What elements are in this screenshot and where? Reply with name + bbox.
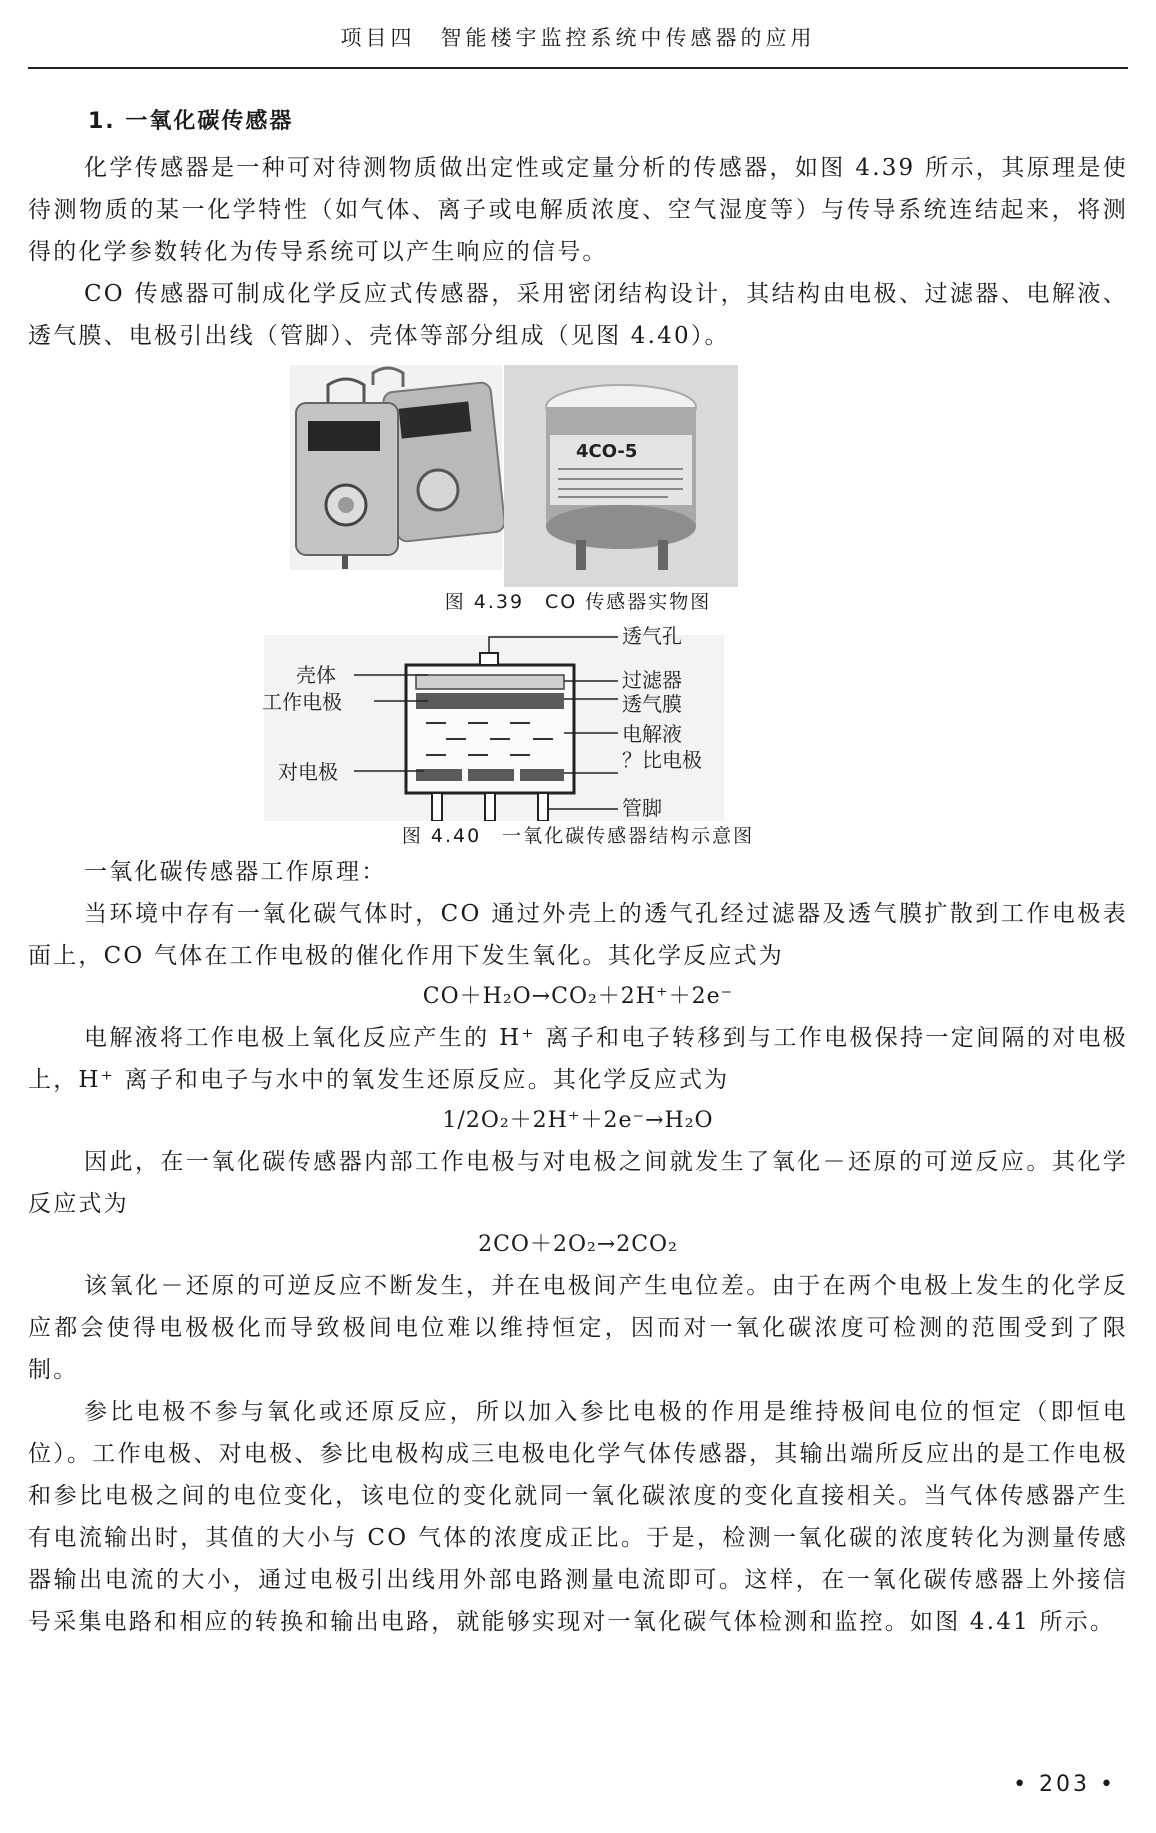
header-rule xyxy=(28,67,1128,69)
equation-2: 1/2O₂＋2H⁺＋2e⁻→H₂O xyxy=(442,1108,714,1133)
reference-electrode-block xyxy=(520,769,564,781)
section-title: 1. 一氧化碳传感器 xyxy=(88,109,294,134)
middle-electrode-block xyxy=(468,769,514,781)
handheld-detector-photo xyxy=(290,365,506,570)
working-electrode-layer xyxy=(416,693,564,709)
pin-right xyxy=(538,793,548,821)
page-number: • 203 • xyxy=(1013,1772,1116,1797)
figure-4-40 xyxy=(28,623,1128,821)
equation-1: CO＋H₂O→CO₂＋2H⁺＋2e⁻ xyxy=(422,984,734,1009)
label-filter: 过滤器 xyxy=(622,668,682,692)
figure-4-40-caption: 图 4.40 一氧化碳传感器结构示意图 xyxy=(401,825,755,847)
paragraph-4: 当环境中存有一氧化碳气体时，CO 通过外壳上的透气孔经过滤器及透气膜扩散到工作电极表面上，CO 气体在工作电极的催化作用下发生氧化。其化学反应式为 xyxy=(28,901,1128,969)
paragraph-5: 电解液将工作电极上氧化反应产生的 H⁺ 离子和电子转移到与工作电极保持一定间隔的对电极上，H⁺ 离子和电子与水中的氧发生还原反应。其化学反应式为 xyxy=(28,1025,1128,1093)
paragraph-7: 该氧化－还原的可逆反应不断发生，并在电极间产生电位差。由于在两个电极上发生的化学反应都会使得电极极化而导致极间电位难以维持恒定，因而对一氧化碳浓度可检测的范围受到了限制。 xyxy=(28,1273,1128,1383)
paragraph-3: 一氧化碳传感器工作原理： xyxy=(84,859,387,885)
label-counter-electrode: 对电极 xyxy=(278,760,338,784)
label-working-electrode: 工作电极 xyxy=(262,690,342,714)
vent-hole-shape xyxy=(480,653,498,665)
label-membrane: 透气膜 xyxy=(622,692,682,716)
pin-left xyxy=(432,793,442,821)
pin-middle xyxy=(485,793,495,821)
paragraph-6: 因此，在一氧化碳传感器内部工作电极与对电极之间就发生了氧化－还原的可逆反应。其化学反应式为 xyxy=(28,1149,1128,1217)
paragraph-2: CO 传感器可制成化学反应式传感器，采用密闭结构设计，其结构由电极、过滤器、电解液、透气膜、电极引出线（管脚）、壳体等部分组成（见图 4.40）。 xyxy=(28,281,1128,349)
sensor-model-label: 4CO-5 xyxy=(576,441,638,462)
sensor-cylinder-photo xyxy=(504,365,738,587)
paragraph-8: 参比电极不参与氧化或还原反应，所以加入参比电极的作用是维持极间电位的恒定（即恒电位）。工作电极、对电极、参比电极构成三电极电化学气体传感器，其输出端所反应出的是工作电极和参比电极之间的电位变化，该电位的变化就同一氧化碳浓度的变化直接相关。当气体传感器产生有电流输出时，其值的大小与 CO 气体的浓度成正比。于是，检测一氧化碳的浓度转化为测量传感器输出电流的大小，通过电极引出线用外部电路测量电流即可。这样，在一氧化碳传感器上外接信号采集电路和相应的转换和输出电路，就能够实现对一氧化碳气体检测和监控。如图 4.41 所示。 xyxy=(28,1399,1128,1635)
label-pins: 管脚 xyxy=(622,796,662,820)
co-sensor-structure-diagram xyxy=(28,623,1128,821)
co-sensor-photos xyxy=(28,365,1128,587)
label-electrolyte: 电解液 xyxy=(622,722,682,746)
label-vent-hole: 透气孔 xyxy=(622,624,682,648)
label-reference-electrode: ？比电极 xyxy=(622,748,702,772)
figure-4-39 xyxy=(28,365,1128,587)
label-shell: 壳体 xyxy=(296,663,336,687)
page-content xyxy=(28,104,1128,1643)
paragraph-1: 化学传感器是一种可对待测物质做出定性或定量分析的传感器，如图 4.39 所示，其原理是使待测物质的某一化学特性（如气体、离子或电解质浓度、空气湿度等）与传导系统连结起来，将测得的化学参数转化为传导系统可以产生响应的信号。 xyxy=(28,155,1128,265)
figure-4-39-caption: 图 4.39 CO 传感器实物图 xyxy=(444,591,712,613)
running-header: 项目四 智能楼宇监控系统中传感器的应用 xyxy=(340,26,816,50)
filter-layer xyxy=(416,675,564,689)
equation-3: 2CO＋2O₂→2CO₂ xyxy=(478,1232,678,1257)
